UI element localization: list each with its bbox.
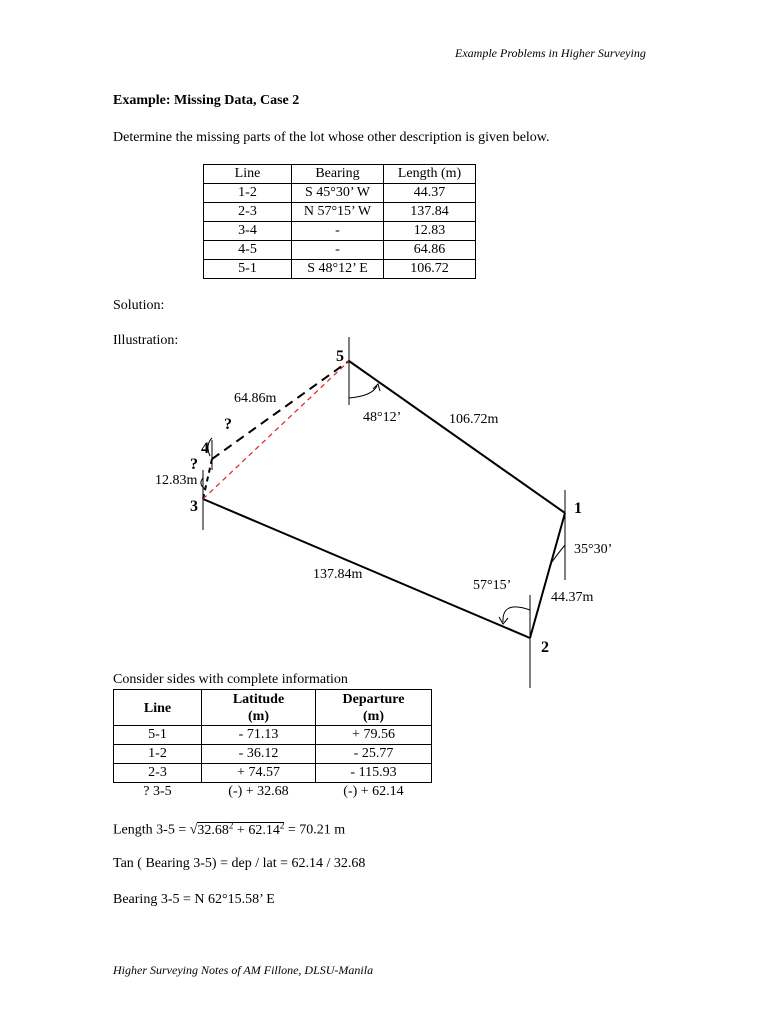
- cell-bearing: N 57°15’ W: [292, 203, 384, 222]
- cell-departure: (-) + 62.14: [343, 784, 404, 799]
- table-row-closing: [114, 783, 432, 802]
- station-label-5: 5: [336, 348, 344, 365]
- table-header-row: [114, 690, 432, 726]
- length-label-4-5: 64.86m: [234, 391, 277, 406]
- side-4-5: [212, 361, 349, 459]
- solution-label: Solution:: [113, 298, 165, 313]
- cell-line: 1-2: [114, 745, 202, 764]
- header-latitude: Latitude (m): [202, 690, 316, 726]
- cell-length: 64.86: [384, 241, 476, 260]
- side-2-3: [203, 499, 530, 638]
- page-footer: Higher Surveying Notes of AM Fillone, DLSU-Manila: [113, 963, 374, 977]
- consider-text: Consider sides with complete information: [113, 672, 348, 687]
- table-row: [114, 745, 432, 764]
- radicand: $32.68^2 + 62.14^2$: [197, 820, 285, 838]
- station-label-4: 4: [201, 440, 209, 457]
- angle-label-2: 57°15’: [473, 578, 512, 593]
- problem-statement: Determine the missing parts of the lot whose other description is given below.: [113, 130, 550, 145]
- angle-arc-5: [349, 386, 377, 398]
- cell-departure: + 79.56: [316, 726, 432, 745]
- length-label-1-2: 44.37m: [551, 590, 594, 605]
- cell-latitude: - 36.12: [202, 745, 316, 764]
- length-label-3-4: 12.83m: [155, 473, 198, 488]
- illustration-label: Illustration:: [113, 333, 179, 348]
- cell-line: 2-3: [204, 203, 292, 222]
- length-label-2-3: 137.84m: [313, 567, 363, 582]
- cell-line: 1-2: [204, 184, 292, 203]
- header-line: Line: [204, 165, 292, 184]
- unknown-bearing-3: ?: [190, 456, 198, 473]
- page-header: Example Problems in Higher Surveying: [455, 46, 646, 60]
- bearing-result: Bearing 3-5 = N 62°15.58’ E: [113, 892, 275, 907]
- cell-latitude: + 74.57: [202, 764, 316, 783]
- side-5-1: [349, 361, 565, 513]
- side-1-2: [530, 513, 565, 638]
- latitude-departure-table: [113, 689, 432, 801]
- angle-label-1: 35°30’: [574, 542, 613, 557]
- cell-length: 12.83: [384, 222, 476, 241]
- cell-bearing: -: [292, 222, 384, 241]
- station-label-1: 1: [574, 500, 582, 517]
- table-row: [114, 726, 432, 745]
- sqrt-icon: √: [189, 822, 198, 838]
- length-equation: Length $3-5 = √32.68^2 + 62.14^2 = 70.21$ m: [113, 820, 346, 838]
- length-label-5-1: 106.72m: [449, 412, 499, 427]
- header-line: Line: [114, 690, 202, 726]
- cell-departure: - 25.77: [316, 745, 432, 764]
- cell-line: 3-4: [204, 222, 292, 241]
- cell-length: 106.72: [384, 260, 476, 279]
- tan-equation: Tan ( Bearing 3-5) = dep / lat = 62.14 / 32.68: [113, 856, 366, 871]
- unknown-bearing-4: ?: [224, 416, 232, 433]
- station-label-3: 3: [190, 498, 198, 515]
- cell-length: 137.84: [384, 203, 476, 222]
- cell-length: 44.37: [384, 184, 476, 203]
- cell-bearing: S 45°30’ W: [292, 184, 384, 203]
- cell-line: 4-5: [204, 241, 292, 260]
- cell-bearing: -: [292, 241, 384, 260]
- header-length: Length (m): [384, 165, 476, 184]
- cell-departure: - 115.93: [316, 764, 432, 783]
- cell-line: ? 3-5: [143, 784, 172, 799]
- angle-label-5: 48°12’: [363, 410, 402, 425]
- cell-line: 2-3: [114, 764, 202, 783]
- header-departure: Departure (m): [316, 690, 432, 726]
- cell-line: 5-1: [114, 726, 202, 745]
- side-3-4: [203, 459, 212, 499]
- example-title: Example: Missing Data, Case 2: [113, 93, 300, 108]
- cell-line: 5-1: [204, 260, 292, 279]
- header-bearing: Bearing: [292, 165, 384, 184]
- station-label-2: 2: [541, 639, 549, 656]
- cell-latitude: - 71.13: [202, 726, 316, 745]
- table-row: [114, 764, 432, 783]
- cell-latitude: (-) + 32.68: [228, 784, 289, 799]
- cell-bearing: S 48°12’ E: [292, 260, 384, 279]
